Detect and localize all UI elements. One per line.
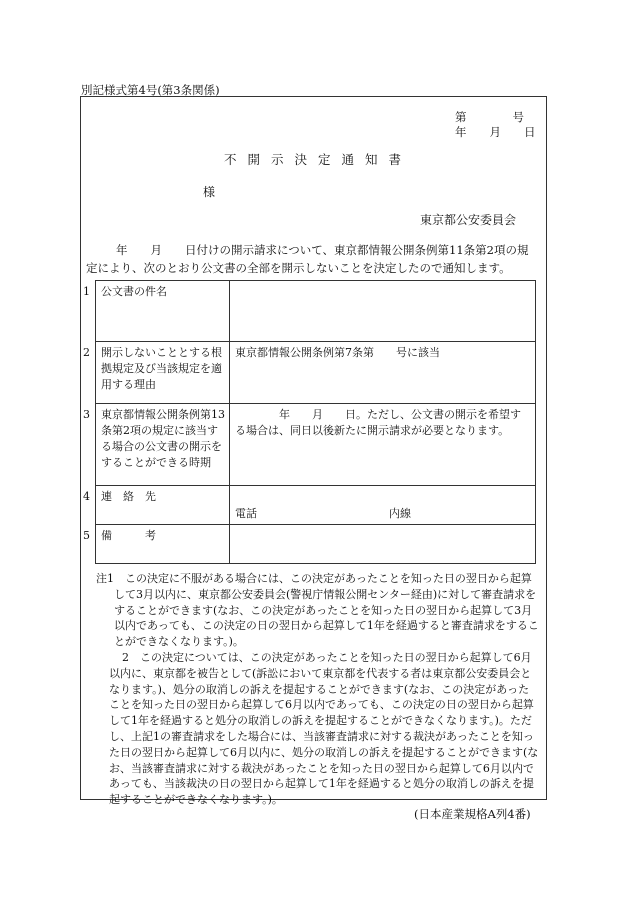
paper-standard: (日本産業規格A列4番) <box>414 807 531 821</box>
note-2-wrapper <box>96 650 540 808</box>
issuer-name: 東京都公安委員会 <box>420 213 517 227</box>
form-label: 別記様式第4号(第3条関係) <box>81 83 220 97</box>
row-value-remarks <box>230 525 536 564</box>
document-number: 第 号 <box>455 110 524 124</box>
table-row <box>96 486 536 525</box>
row-label-remarks: 5 備 考 <box>96 525 230 564</box>
table-row <box>96 342 536 404</box>
document-title: 不開示決定通知書 <box>223 152 412 167</box>
row-value-disclosure-period: 年 月 日。ただし、公文書の開示を希望する場合は、同日以後新たに開示請求が必要となります。 <box>230 404 536 486</box>
table-row <box>96 525 536 564</box>
table-row <box>96 281 536 342</box>
notes-section <box>96 571 540 808</box>
document-date: 年 月 日 <box>455 125 536 139</box>
note-2: 2 この決定については、この決定があったことを知った日の翌日から起算して6月以内に、東京都を被告として(訴訟において東京都を代表する者は東京都公安委員会となります。)、処分の取消しの訴えを提起することができます(なお、この決定があったことを知った日の翌日から起算して6月以内であっても、この決定の日の翌日から起算して1年を経過すると処分の取消しの訴えを提起することができなくなります。)。ただし、上記1の審査請求をした場合には、当該審査請求に対する裁決があったことを知った日の翌日から起算して6月以内に、処分の取消しの訴えを提起することができます(なお、当該審査請求に対する裁決があったことを知った日の翌日から起算して6月以内であっても、当該裁決の日の翌日から起算して1年を経過すると処分の取消しの訴えを提起することができなくなります。)。 <box>109 650 539 807</box>
row-value-contact: 電話 内線 <box>230 486 536 525</box>
row-label-grounds: 2 開示しないこととする根拠規定及び当該規定を適用する理由 <box>96 342 230 404</box>
decision-table <box>83 280 536 564</box>
row-value-subject <box>230 281 536 342</box>
row-label-subject: 1 公文書の件名 <box>96 281 230 342</box>
table-row <box>96 404 536 486</box>
row-label-contact: 4 連 絡 先 <box>96 486 230 525</box>
row-value-grounds: 東京都情報公開条例第7条第 号に該当 <box>230 342 536 404</box>
row-label-disclosure-period: 3 東京都情報公開条例第13条第2項の規定に該当する場合の公文書の開示をすることができる時期 <box>96 404 230 486</box>
addressee-suffix: 様 <box>203 185 216 199</box>
intro-paragraph: 年 月 日付けの開示請求について、東京都情報公開条例第11条第2項の規定により、次のとおり公文書の全部を開示しないことを決定したので通知します。 <box>86 243 529 275</box>
note-1: 注1 この決定に不服がある場合には、この決定があったことを知った日の翌日から起算して3月以内に、東京都公安委員会(警視庁情報公開センター経由)に対して審査請求をすることができます(なお、この決定があったことを知った日の翌日から起算して3月以内であっても、この決定の日の翌日から起算して1年を経過すると審査請求をすることができなくなります。)。 <box>96 572 539 649</box>
